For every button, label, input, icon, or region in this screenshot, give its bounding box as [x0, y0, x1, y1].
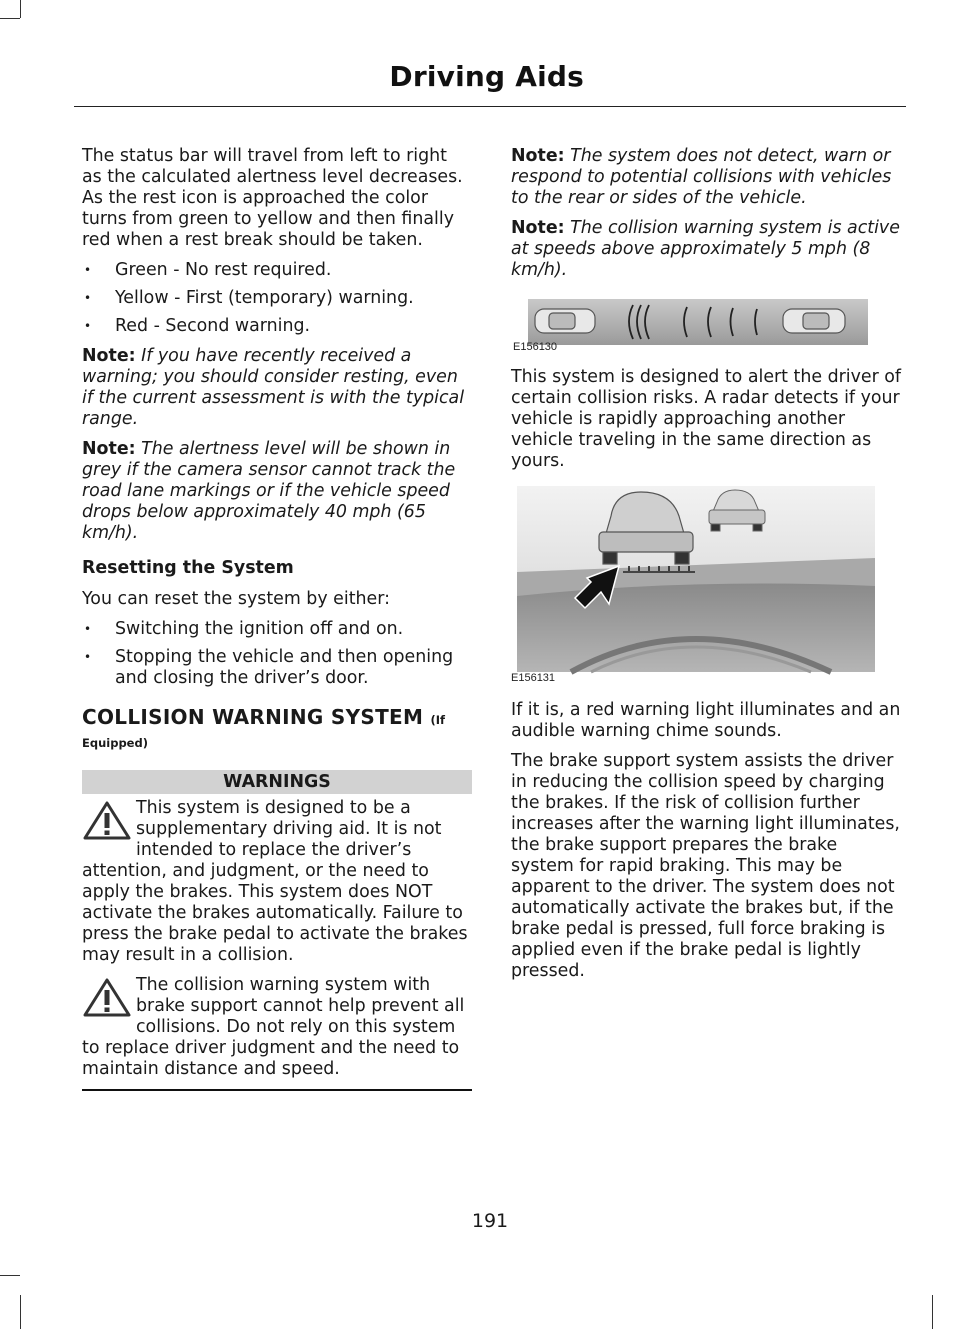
section-title: COLLISION WARNING SYSTEM [82, 705, 424, 729]
brake-support-description: The brake support system assists the driver in reducing the collision speed by charging the brakes. If the risk of collision further increases after the warning light illuminates, the brake support prepares the brake system for rapid braking. This may be apparent to the driver. The system does not automatically activate the brakes but, if the brake pedal is pressed, full force braking is applied even if the brake pedal is lightly pressed. [511, 751, 900, 981]
section-equipped-qualifier: Equipped) [82, 736, 148, 750]
status-bullet-list [82, 260, 472, 337]
warning-block [82, 975, 472, 1080]
page-title: Driving Aids [389, 60, 584, 93]
warning-text: This system is designed to be a supplementary driving aid. It is not intended to replace the driver’s attention, and judgment, or the need to apply the brakes. This system does NOT activate the brakes automatically. Failure to press the brake pedal to activate the brakes may result in a collision. [82, 798, 468, 965]
note-text: If you have recently received a warning; you should consider resting, even if the current assessment is with the typical range. [82, 346, 465, 429]
section-title-qualifier: (If [430, 713, 446, 727]
note-label: Note: [511, 218, 565, 238]
figure-label: E156131 [511, 672, 556, 684]
page-number: 191 [471, 1210, 509, 1232]
crop-mark [0, 1275, 20, 1276]
list-item: • Red - Second warning. [82, 316, 472, 337]
figure-label: E156130 [513, 341, 558, 353]
list-item: • Stopping the vehicle and then opening and closing the driver’s door. [82, 647, 472, 689]
dashboard-warning-image [511, 486, 903, 676]
crop-mark [0, 18, 20, 19]
crop-mark [20, 0, 21, 18]
left-column [82, 146, 472, 1091]
radar-cars-image [511, 295, 903, 347]
resetting-heading: Resetting the System [82, 558, 294, 578]
radar-description: This system is designed to alert the driver of certain collision risks. A radar detects if your vehicle is rapidly approaching another vehicle traveling in the same direction as yours. [511, 367, 902, 471]
list-item: • Switching the ignition off and on. [82, 619, 472, 640]
section-heading [82, 705, 472, 732]
warning-block [82, 798, 472, 966]
note-label: Note: [82, 346, 136, 366]
crop-mark [932, 1295, 933, 1329]
warning-triangle-icon [82, 977, 132, 1019]
warning-triangle-icon [82, 800, 132, 842]
dashboard-illustration [511, 486, 903, 686]
note-text: The alertness level will be shown in grey if the camera sensor cannot track the road lane markings or if the vehicle speed drops below approximately 40 mph (65 km/h). [82, 439, 456, 543]
radar-illustration [511, 295, 903, 359]
note-warning-resting [82, 346, 472, 430]
car-icon [783, 309, 845, 333]
list-item: • Yellow - First (temporary) warning. [82, 288, 472, 309]
reset-bullet-list [82, 619, 472, 689]
note-label: Note: [82, 439, 136, 459]
warnings-bottom-divider [82, 1089, 472, 1091]
intro-paragraph: The status bar will travel from left to right as the calculated alertness level decreases. As the rest icon is approached the color turns from green to yellow and then finally red when a rest break should be taken. [82, 146, 463, 250]
title-divider [74, 106, 906, 107]
crop-mark [20, 1295, 21, 1329]
note-alertness-grey [82, 439, 472, 544]
warning-light-description: If it is, a red warning light illuminates and an audible warning chime sounds. [511, 700, 901, 741]
right-column [511, 146, 903, 991]
car-icon [535, 309, 595, 333]
warnings-header: WARNINGS [82, 770, 472, 794]
note-text: The collision warning system is active at speeds above approximately 5 mph (8 km/h). [511, 218, 900, 280]
warning-text: The collision warning system with brake support cannot help prevent all collisions. Do not rely on this system to replace driver judgment and the need to maintain distance and speed. [82, 975, 465, 1079]
note-text: The system does not detect, warn or respond to potential collisions with vehicles to the rear or sides of the vehicle. [511, 146, 892, 208]
note-label: Note: [511, 146, 565, 166]
note-active-speed [511, 218, 903, 281]
note-no-rear-detection [511, 146, 903, 209]
reset-intro: You can reset the system by either: [82, 589, 390, 609]
list-item: • Green - No rest required. [82, 260, 472, 281]
